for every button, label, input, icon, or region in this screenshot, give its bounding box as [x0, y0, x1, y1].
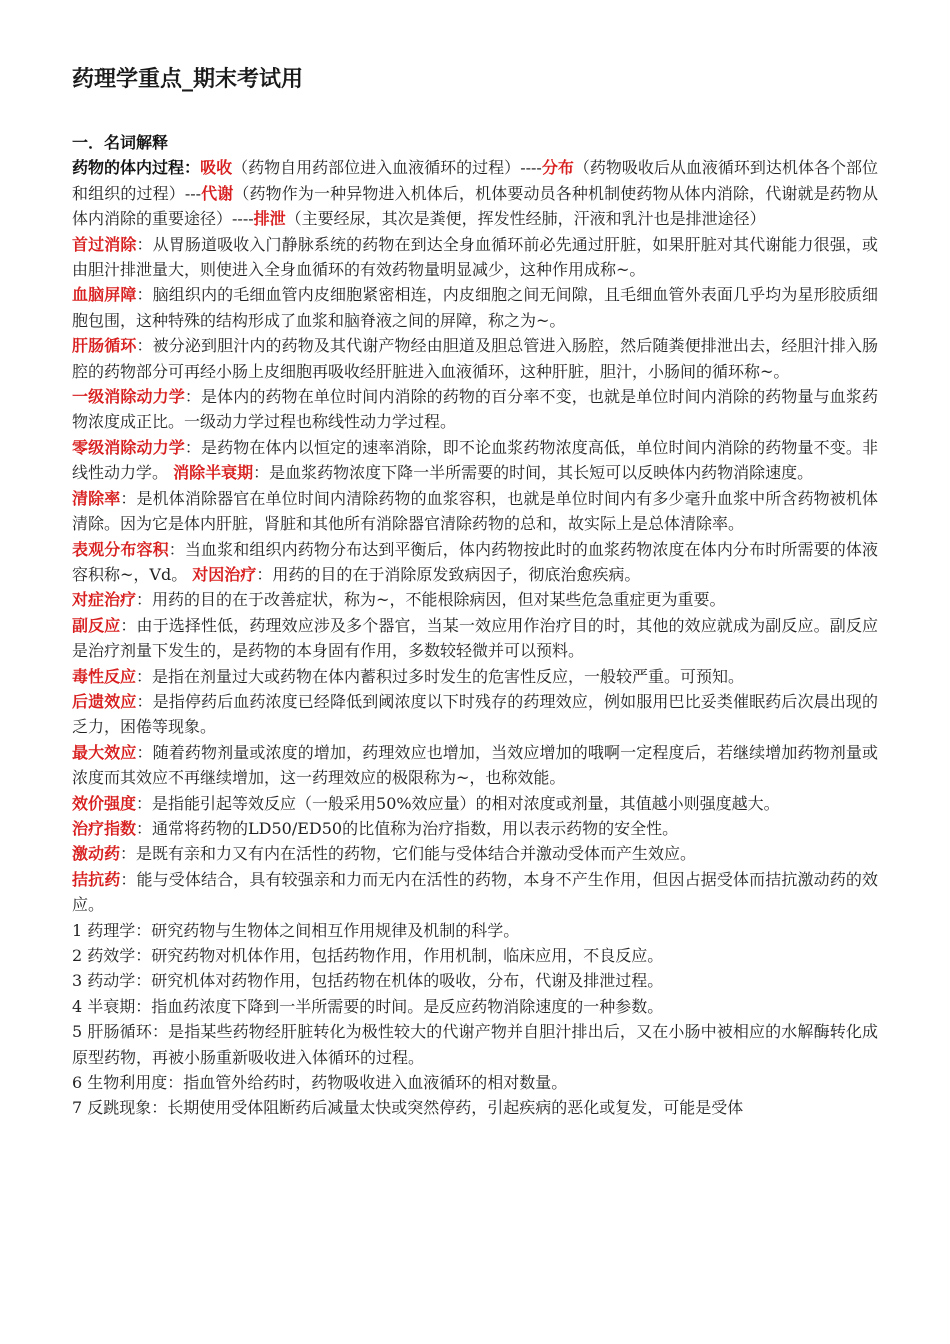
term-colon: ： — [136, 793, 153, 813]
term-label: 分布 — [541, 158, 574, 178]
term-label: 表观分布容积 — [72, 539, 169, 559]
term-heading: 药物的体内过程： — [72, 158, 201, 178]
glossary-entry — [72, 613, 878, 664]
term-label: 消除半衰期 — [173, 463, 254, 483]
term-label: 首过消除 — [72, 234, 137, 254]
glossary-entry — [72, 435, 878, 486]
glossary-entry — [72, 791, 878, 816]
term-label: 清除率 — [72, 488, 121, 508]
term-label: 血脑屏障 — [72, 285, 137, 305]
glossary-entry — [72, 155, 878, 231]
term-label: 吸收 — [200, 158, 233, 178]
definition-text: 由于选择性低，药理效应涉及多个器官，当某一效应用作治疗目的时，其他的效应就成为副反应。副反应是治疗剂量下发生的，是药物的本身固有作用，多数较轻微并可以预料。 — [72, 615, 878, 661]
glossary-list — [72, 155, 878, 1120]
term-colon: ： — [120, 488, 137, 508]
term-label: 拮抗药 — [72, 869, 121, 889]
term-label: 治疗指数 — [72, 818, 137, 838]
glossary-entry — [72, 1019, 878, 1070]
term-colon: ： — [253, 463, 270, 483]
definition-text: 3 药动学：研究机体对药物作用，包括药物在机体的吸收，分布，代谢及排泄过程。 — [72, 971, 664, 991]
definition-text: 是药物在体内以恒定的速率消除，即不论血浆药物浓度高低，单位时间内消除的药物量不变。非线性动力学。 — [72, 437, 878, 483]
glossary-entry — [72, 537, 878, 588]
term-colon: ： — [136, 590, 153, 610]
term-label: 副反应 — [72, 615, 121, 635]
term-label: 零级消除动力学 — [72, 437, 185, 457]
glossary-entry — [72, 384, 878, 435]
glossary-entry — [72, 664, 878, 689]
definition-text: 是体内的药物在单位时间内消除的药物的百分率不变，也就是单位时间内消除的药物量与血浆药物浓度成正比。一级动力学过程也称线性动力学过程。 — [72, 387, 878, 432]
definition-text: （药物自用药部位进入血液循环的过程）---- — [232, 158, 542, 178]
glossary-entry — [72, 282, 878, 333]
definition-text: 7 反跳现象：长期使用受体阻断药后减量太快或突然停药，引起疾病的恶化或复发，可能是受体 — [72, 1098, 744, 1118]
term-label: 最大效应 — [72, 742, 137, 762]
definition-text: 是机体消除器官在单位时间内清除药物的血浆容积，也就是单位时间内有多少毫升血浆中所含药物被机体清除。因为它是体内肝脏，肾脏和其他所有消除器官清除药物的总和，故实际上是总体清除率。 — [72, 488, 878, 534]
definition-text: 通常将药物的LD50/ED50的比值称为治疗指数，用以表示药物的安全性。 — [152, 818, 679, 838]
definition-text: 被分泌到胆汁内的药物及其代谢产物经由胆道及胆总管进入肠腔，然后随粪便排泄出去，经胆汁排入肠腔的药物部分可再经小肠上皮细胞再吸收经肝脏进入血液循环，这种肝脏，胆汁，小肠间的循环称~。 — [72, 336, 878, 381]
definition-text: 1 药理学：研究药物与生物体之间相互作用规律及机制的科学。 — [72, 920, 520, 940]
glossary-entry — [72, 1070, 878, 1095]
definition-text: 是血浆药物浓度下降一半所需要的时间，其长短可以反映体内药物消除速度。 — [269, 463, 814, 483]
term-label: 代谢 — [201, 183, 234, 203]
term-colon: ： — [168, 539, 185, 559]
term-colon: ： — [184, 437, 201, 457]
term-colon: ： — [136, 234, 153, 254]
definition-text: 2 药效学：研究药物对机体作用，包括药物作用，作用机制，临床应用，不良反应。 — [72, 946, 664, 965]
definition-text: （主要经尿，其次是粪便，挥发性经肺，汗液和乳汁也是排泄途径） — [285, 209, 766, 229]
glossary-entry — [72, 867, 878, 918]
term-colon: ： — [256, 564, 273, 584]
glossary-entry — [72, 587, 878, 612]
definition-text: 4 半衰期：指血药浓度下降到一半所需要的时间。是反应药物消除速度的一种参数。 — [72, 996, 664, 1016]
glossary-entry — [72, 918, 878, 943]
definition-text: 脑组织内的毛细血管内皮细胞紧密相连，内皮细胞之间无间隙，且毛细血管外表面几乎均为星形胶质细胞包围，这种特殊的结构形成了血浆和脑脊液之间的屏障，称之为~。 — [72, 285, 878, 330]
term-colon: ： — [136, 666, 153, 686]
glossary-entry — [72, 968, 878, 993]
term-label: 对症治疗 — [72, 590, 137, 610]
glossary-entry — [72, 1095, 878, 1120]
document-body — [72, 130, 878, 1121]
term-label: 一级消除动力学 — [72, 387, 185, 407]
definition-text: 从胃肠道吸收入门静脉系统的药物在到达全身血循环前必先通过肝脏，如果肝脏对其代谢能力很强，或由胆汁排泄量大，则使进入全身血循环的有效药物量明显减少，这种作用成称~。 — [72, 234, 878, 280]
term-label: 激动药 — [72, 844, 121, 864]
definition-text: 5 肝肠循环：是指某些药物经肝脏转化为极性较大的代谢产物并自胆汁排出后，又在小肠中被相应的水解酶转化成原型药物，再被小肠重新吸收进入体循环的过程。 — [72, 1022, 878, 1067]
definition-text: 6 生物利用度：指血管外给药时，药物吸收进入血液循环的相对数量。 — [72, 1073, 568, 1093]
term-label: 对因治疗 — [192, 564, 257, 584]
term-colon: ： — [120, 615, 137, 635]
glossary-entry — [72, 816, 878, 841]
term-colon: ： — [136, 285, 153, 305]
term-label: 排泄 — [253, 209, 286, 229]
document-title: 药理学重点_期末考试用 — [72, 67, 304, 92]
term-colon: ： — [120, 869, 137, 889]
term-colon: ： — [120, 844, 137, 864]
section-heading: 一．名词解释 — [72, 133, 169, 152]
glossary-entry — [72, 689, 878, 740]
glossary-entry — [72, 740, 878, 791]
term-colon: ： — [136, 691, 153, 711]
term-colon: ： — [136, 818, 153, 838]
glossary-entry — [72, 333, 878, 384]
definition-text: 是既有亲和力又有内在活性的药物，它们能与受体结合并激动受体而产生效应。 — [136, 844, 697, 864]
definition-text: 当血浆和组织内药物分布达到平衡后，体内药物按此时的血浆药物浓度在体内分布时所需要的体液容积称~，Vd。 — [72, 539, 878, 584]
term-colon: ： — [184, 387, 201, 407]
term-colon: ： — [136, 336, 153, 356]
glossary-entry — [72, 943, 878, 968]
term-label: 后遗效应 — [72, 691, 137, 711]
definition-text: （药物作为一种异物进入机体后，机体要动员各种机制使药物从体内消除，代谢就是药物从体内消除的重要途径）---- — [72, 183, 878, 229]
glossary-entry — [72, 994, 878, 1019]
definition-text: （药物吸收后从血液循环到达机体各个部位和组织的过程）--- — [72, 158, 878, 203]
term-colon: ： — [136, 742, 153, 762]
definition-text: 是指能引起等效反应（一般采用50%效应量）的相对浓度或剂量，其值越小则强度越大。 — [152, 793, 780, 813]
term-label: 肝肠循环 — [72, 336, 137, 356]
definition-text: 用药的目的在于消除原发致病因子，彻底治愈疾病。 — [272, 564, 641, 584]
definition-text: 用药的目的在于改善症状，称为~，不能根除病因，但对某些危急重症更为重要。 — [152, 590, 726, 610]
definition-text: 能与受体结合，具有较强亲和力而无内在活性的药物，本身不产生作用，但因占据受体而拮抗激动药的效应。 — [72, 869, 878, 915]
glossary-entry — [72, 486, 878, 537]
definition-text: 是指停药后血药浓度已经降低到阈浓度以下时残存的药理效应，例如服用巴比妥类催眠药后次晨出现的乏力，困倦等现象。 — [72, 691, 878, 737]
term-label: 效价强度 — [72, 793, 137, 813]
term-label: 毒性反应 — [72, 666, 137, 686]
definition-text: 是指在剂量过大或药物在体内蓄积过多时发生的危害性反应，一般较严重。可预知。 — [152, 666, 745, 686]
definition-text: 随着药物剂量或浓度的增加，药理效应也增加，当效应增加的哦啊一定程度后，若继续增加药物剂量或浓度而其效应不再继续增加，这一药理效应的极限称为~，也称效能。 — [72, 742, 878, 788]
glossary-entry — [72, 232, 878, 283]
glossary-entry — [72, 841, 878, 866]
